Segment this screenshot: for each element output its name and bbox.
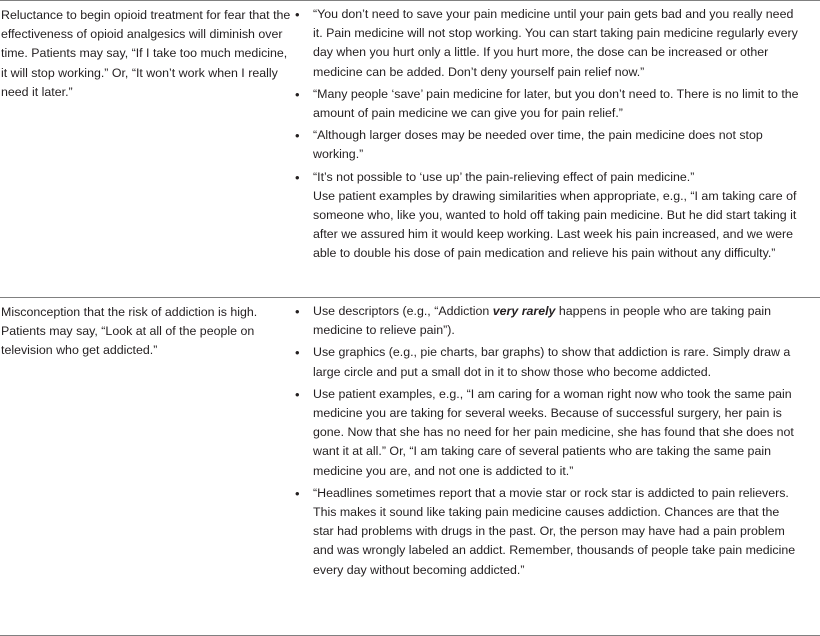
list-item-text: “It’s not possible to ‘use up’ the pain-relieving effect of pain medicine.” [313, 169, 695, 184]
table-row [0, 0, 820, 298]
list-item [295, 302, 820, 340]
list-item-text: “Headlines sometimes report that a movie star or rock star is addicted to pain relievers. This makes it sound like taking pain medicine causes addiction. Chances are that the star had problems with drugs in the past. Or, the person may have had a pain problem and was wrongly labeled an addict. Remember, thousands of people take pain medicine every day without becoming addicted.” [313, 485, 796, 577]
bullet-icon: • [295, 128, 300, 144]
list-item-text: happens in people who are taking pain medicine to relieve pain”). [313, 304, 772, 338]
bullet-icon: • [295, 304, 300, 319]
list-item [295, 126, 820, 164]
bullet-icon: • [295, 7, 300, 22]
list-item-text: Use descriptors (e.g., “Addiction [313, 304, 493, 318]
bullet-icon: • [295, 485, 300, 501]
response-cell [0, 298, 820, 635]
continuation-text: Use patient examples by drawing similarities when appropriate, e.g., “I am taking care of someone who, like you, wanted to hold off taking pain medicine. But he did start taking it after we assured him it would keep working. Last week his pain increased, and we were able to double his dose of pain medication and relieve his pain without any difficulty.” [313, 188, 797, 261]
list-item-text: “Many people ‘save’ pain medicine for later, but you don’t need to. There is no limit to the amount of pain medicine we can give you for pain relief.” [313, 86, 799, 121]
list-item-text: Use graphics (e.g., pie charts, bar graphs) to show that addiction is rare. Simply draw a large circle and put a small dot in it to show those who become addicted. [313, 345, 791, 379]
bullet-icon: • [295, 86, 300, 102]
response-cell [0, 1, 820, 297]
bullet-icon: • [295, 169, 300, 185]
list-item-text: “You don’t need to save your pain medicine until your pain gets bad and you really need it. Pain medicine will not stop working. You can start taking pain medicine regularly every day when you hurt only a little. If you hurt more, the dose can be increased or other medicine can be added. Don’t deny yourself pain relief now.” [313, 7, 798, 79]
concern-text: Misconception that the risk of addiction is high. Patients may say, “Look at all of the people on television who get addicted.” [1, 305, 258, 358]
response-list [295, 5, 820, 264]
emphasis-text: very rarely [492, 304, 556, 318]
table-row [0, 298, 820, 636]
list-item [295, 484, 820, 580]
list-item [295, 385, 820, 481]
list-item-text: “Although larger doses may be needed over time, the pain medicine does not stop working.” [313, 128, 763, 162]
list-item [295, 168, 820, 264]
bullet-icon: • [295, 345, 300, 361]
response-list [295, 302, 820, 580]
bullet-icon: • [295, 386, 300, 402]
list-item [295, 5, 820, 82]
concern-text: Reluctance to begin opioid treatment for fear that the effectiveness of opioid analgesics will diminish over time. Patients may say, “If I take too much medicine, it will stop working.” Or, “It won’t work when I really need it later.” [1, 8, 291, 99]
list-item [295, 85, 820, 123]
list-item [295, 343, 820, 381]
list-item-text: Use patient examples, e.g., “I am caring for a woman right now who took the same pain medicine you are taking for several weeks. Because of successful surgery, her pain is gone. Now that she has no need for her pain medicine, she has found that she does not want it at all.” Or, “I am taking care of several patients who are taking the same pain medicine you are, and not one is addicted to it.” [313, 386, 794, 478]
